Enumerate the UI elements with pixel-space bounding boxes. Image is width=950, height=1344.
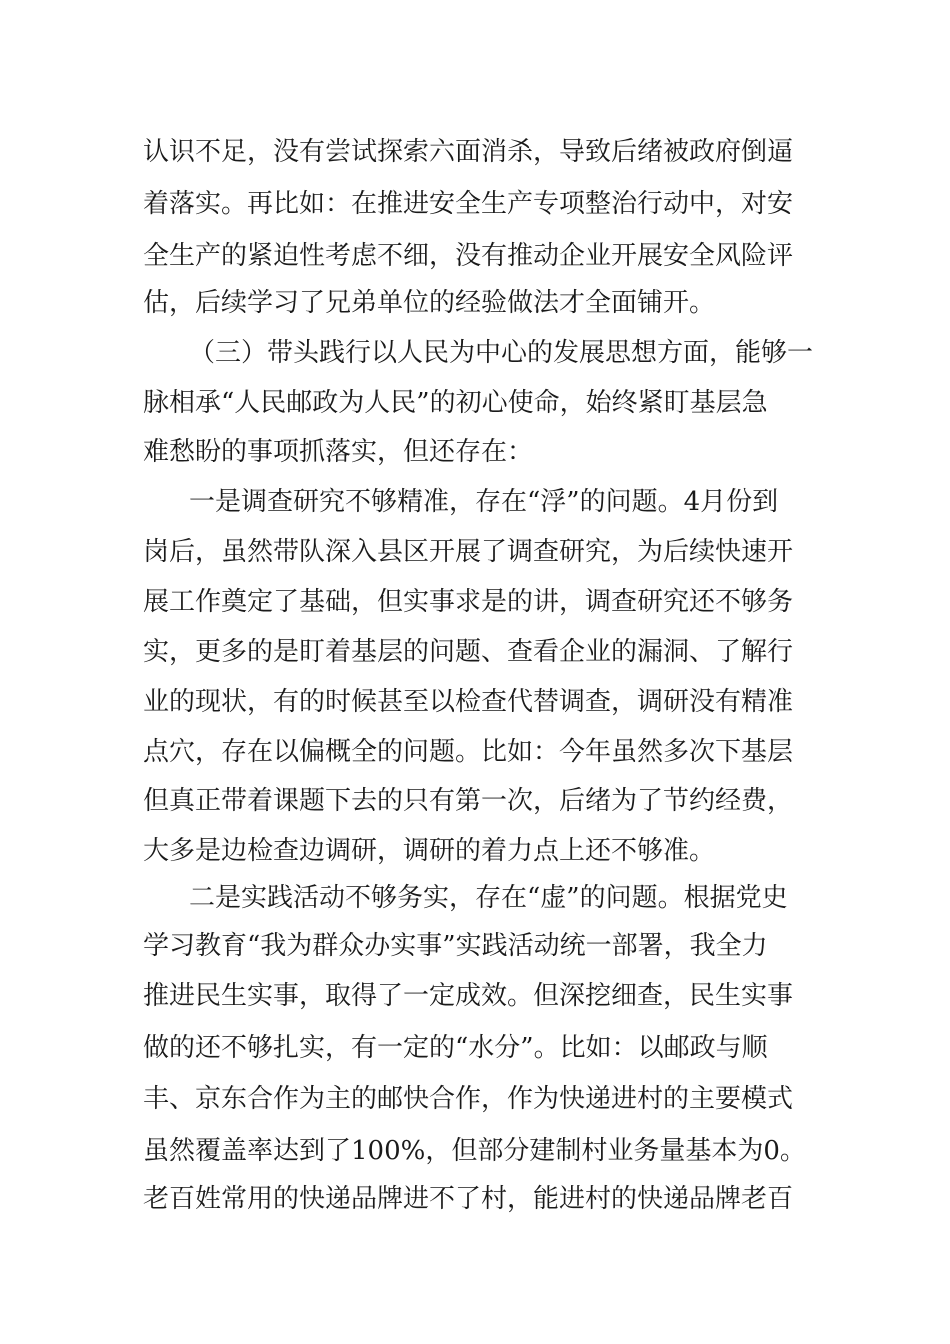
text-line: 岗后，虽然带队深入县区开展了调查研究，为后续快速开 <box>143 537 794 567</box>
text-line: 脉相承“人民邮政为人民”的初心使命，始终紧盯基层急 <box>143 388 768 418</box>
text-line: 着落实。再比如：在推进安全生产专项整治行动中，对安 <box>143 189 794 219</box>
text-line: 丰、京东合作为主的邮快合作，作为快递进村的主要模式 <box>143 1084 794 1114</box>
text-line: 业的现状，有的时候甚至以检查代替调查，调研没有精准 <box>143 687 794 717</box>
text-line: 做的还不够扎实，有一定的“水分”。比如：以邮政与顺 <box>143 1033 768 1063</box>
text-line: 认识不足，没有尝试探索六面消杀，导致后绪被政府倒逼 <box>143 137 794 167</box>
text-line: 展工作奠定了基础，但实事求是的讲，调查研究还不够务 <box>143 587 794 617</box>
text-line: 估，后续学习了兄弟单位的经验做法才全面铺开。 <box>143 288 716 318</box>
text-line: 但真正带着课题下去的只有第一次，后绪为了节约经费， <box>143 786 794 816</box>
text-line: 难愁盼的事项抓落实，但还存在： <box>143 437 534 467</box>
text-line: 老百姓常用的快递品牌进不了村，能进村的快递品牌老百 <box>143 1184 794 1214</box>
text-line: 大多是边检查边调研，调研的着力点上还不够准。 <box>143 836 716 866</box>
text-line: 全生产的紧迫性考虑不细，没有推动企业开展安全风险评 <box>143 241 794 271</box>
section-heading-line: （三）带头践行以人民为中心的发展思想方面，能够一 <box>189 338 814 368</box>
text-line: 虽然覆盖率达到了100%，但部分建制村业务量基本为0。 <box>143 1136 806 1166</box>
text-line: 推进民生实事，取得了一定成效。但深挖细查，民生实事 <box>143 981 794 1011</box>
text-line: 点穴，存在以偏概全的问题。比如：今年虽然多次下基层 <box>143 737 794 767</box>
paragraph-start-line: 二是实践活动不够务实，存在“虚”的问题。根据党史 <box>189 883 788 913</box>
text-line: 学习教育“我为群众办实事”实践活动统一部署，我全力 <box>143 931 768 961</box>
paragraph-start-line: 一是调查研究不够精准，存在“浮”的问题。4月份到 <box>189 487 779 517</box>
text-line: 实，更多的是盯着基层的问题、查看企业的漏洞、了解行 <box>143 637 794 667</box>
